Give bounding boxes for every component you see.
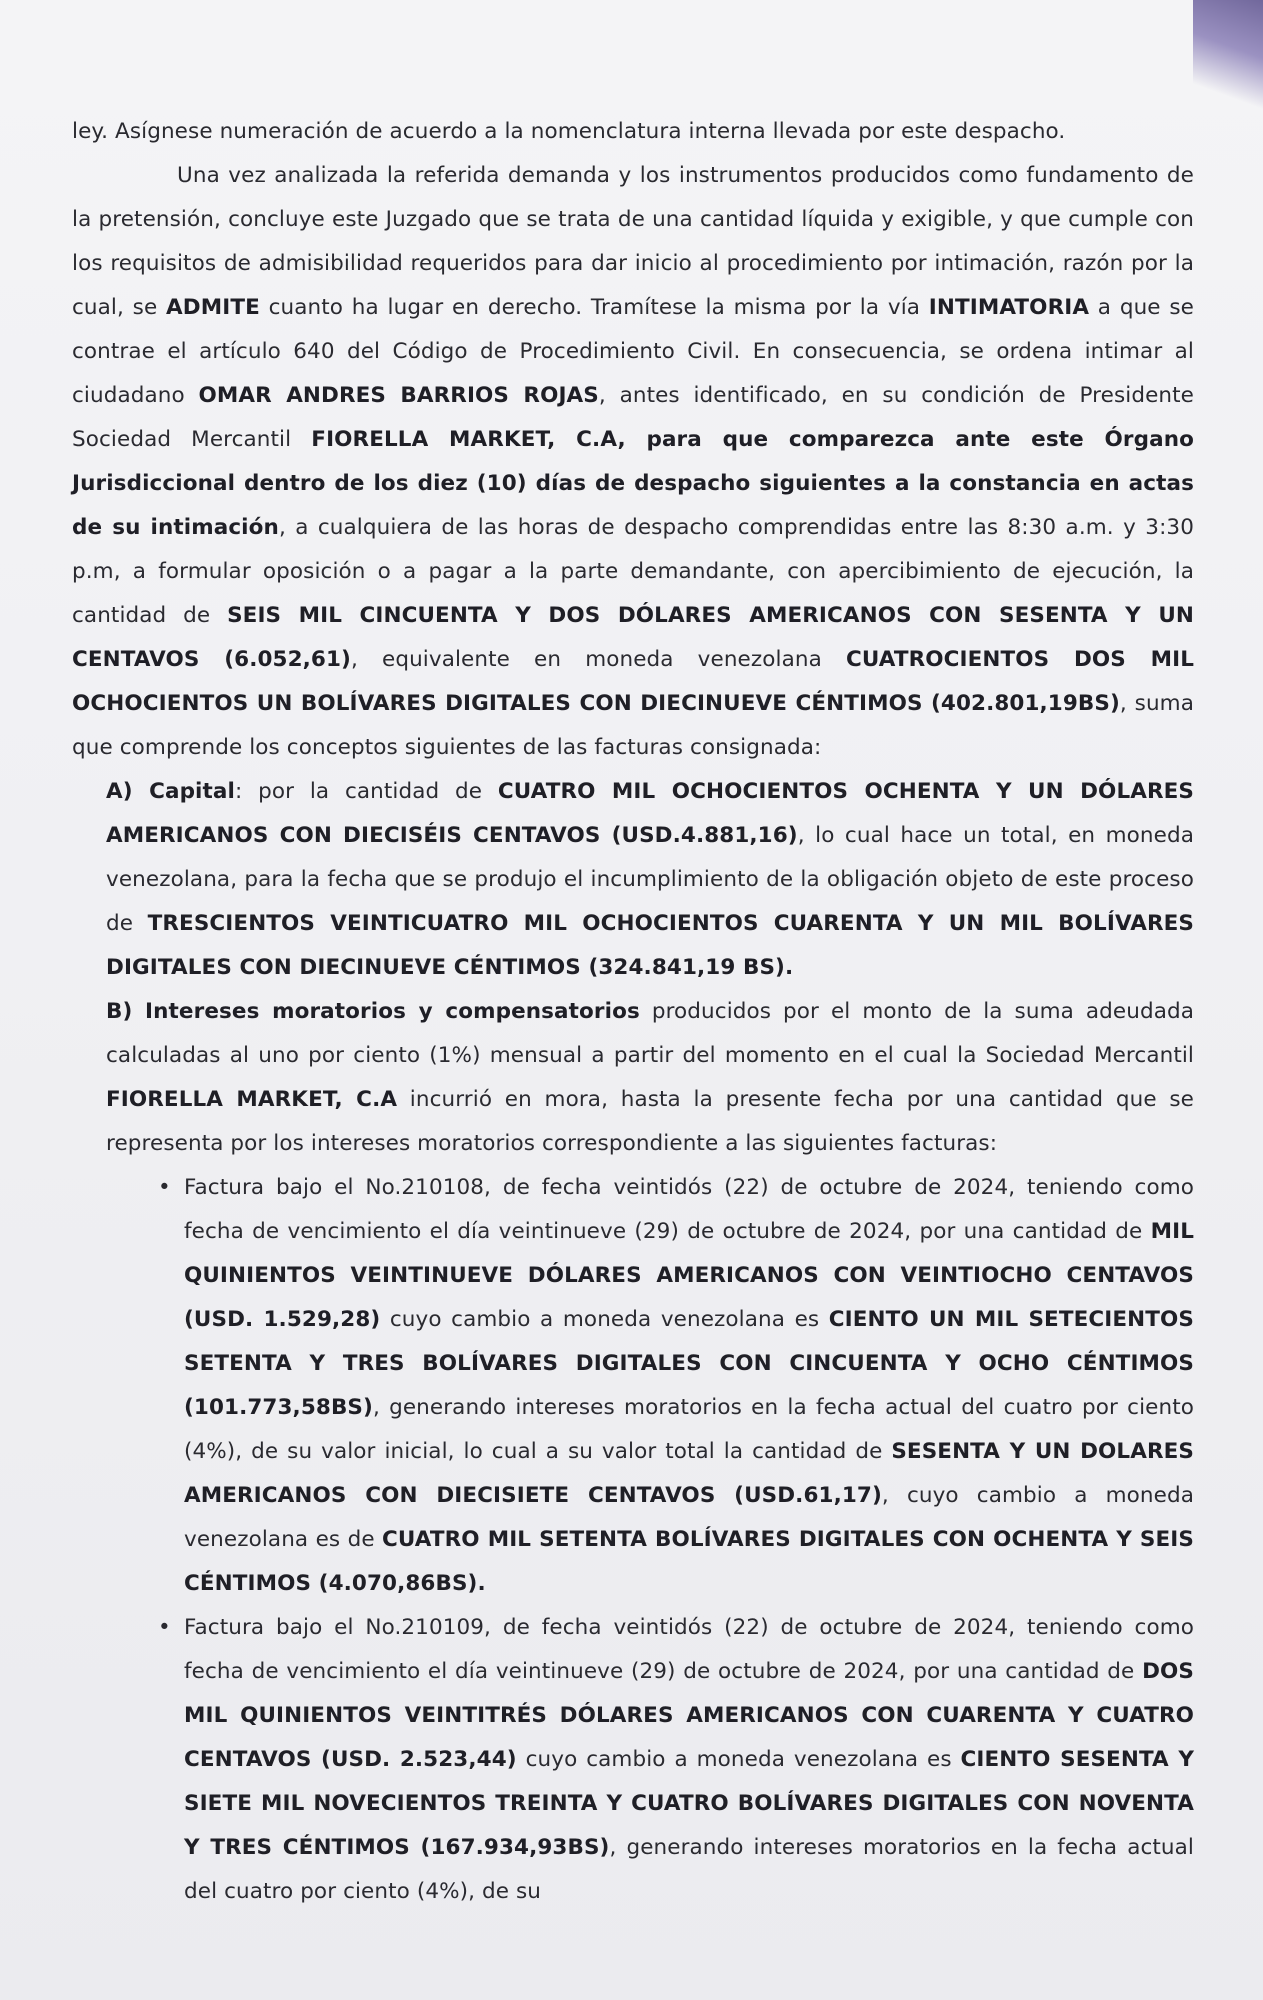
text-run: incurrió en mora, hasta la presente fecha por una cantidad que se representa por los intereses moratorios correspondiente a las siguientes facturas: [106,1087,1194,1156]
page-corner-shadow [1193,0,1263,120]
text-run: Una vez analizada la referida demanda y los instrumentos producidos como fundamento de la pretensión, concluye este Juzgado que se trata de una cantidad líquida y exigible, y que cumple con los requisitos de admisibilidad requeridos para dar inicio al procedimiento por intimación, razón por la cual, se [72,163,1194,320]
bold-text-run: CIENTO SESENTA Y SIETE MIL NOVECIENTOS TREINTA Y CUATRO BOLÍVARES DIGITALES CON NOVENTA Y TRES CÉNTIMOS (167.934,93BS) [184,1747,1195,1860]
text-run: cuyo cambio a moneda venezolana es [516,1747,961,1772]
invoice-text [184,1175,1194,1596]
paragraph-interests [106,990,1194,1166]
bold-text-run: FIORELLA MARKET, C.A, para que comparezca ante este Órgano Jurisdiccional dentro de los diez (10) días de despacho siguientes a la constancia en actas de su intimación [72,427,1194,540]
paragraph-capital [106,770,1194,990]
bold-text-run: MIL QUINIENTOS VEINTINUEVE DÓLARES AMERICANOS CON VEINTIOCHO CENTAVOS (USD. 1.529,28) [184,1219,1194,1332]
text-run: , generando intereses moratorios en la fecha actual del cuatro por ciento (4%), de su [184,1835,1195,1904]
text-run: , equivalente en moneda venezolana [350,647,846,672]
invoice-item-210109 [158,1606,1195,1914]
bold-text-run: A) Capital [106,779,235,804]
paragraph-admission [72,154,1194,770]
bold-text-run: B) Intereses moratorios y compensatorios [106,999,640,1024]
document-body [72,110,1194,1914]
bold-text-run: CUATRO MIL SETENTA BOLÍVARES DIGITALES CON OCHENTA Y SEIS CÉNTIMOS (4.070,86BS). [184,1527,1194,1596]
bullet-icon: • [158,1175,171,1200]
text-run: Factura bajo el No.210108, de fecha veintidós (22) de octubre de 2024, teniendo como fecha de vencimiento el día veintinueve (29) de octubre de 2024, por una cantidad de [184,1175,1194,1244]
bold-text-run: TRESCIENTOS VEINTICUATRO MIL OCHOCIENTOS CUARENTA Y UN MIL BOLÍVARES DIGITALES CON DIECINUEVE CÉNTIMOS (324.841,19 BS). [106,911,1194,980]
paragraph-intro-end: ley. Asígnese numeración de acuerdo a la nomenclatura interna llevada por este despacho. [72,119,1066,144]
text-run: , lo cual hace un total, en moneda venezolana, para la fecha que se produjo el incumplimiento de la obligación objeto de este proceso de [106,823,1194,936]
bold-text-run: OMAR ANDRES BARRIOS ROJAS [198,383,599,408]
bold-text-run: DOS MIL QUINIENTOS VEINTITRÉS DÓLARES AMERICANOS CON CUARENTA Y CUATRO CENTAVOS (USD. 2.523,44) [184,1659,1194,1772]
invoice-text [184,1615,1194,1904]
text-run: , a cualquiera de las horas de despacho comprendidas entre las 8:30 a.m. y 3:30 p.m, a formular oposición o a pagar a la parte demandante, con apercibimiento de ejecución, la cantidad de [72,515,1194,628]
bold-text-run: CUATROCIENTOS DOS MIL OCHOCIENTOS UN BOLÍVARES DIGITALES CON DIECINUEVE CÉNTIMOS (402.801,19BS) [72,647,1195,716]
bold-text-run: SEIS MIL CINCUENTA Y DOS DÓLARES AMERICANOS CON SESENTA Y UN CENTAVOS (6.052,61) [72,603,1194,672]
text-run: producidos por el monto de la suma adeudada calculadas al uno por ciento (1%) mensual a partir del momento en el cual la Sociedad Mercantil [106,999,1194,1068]
bold-text-run: FIORELLA MARKET, C.A [106,1087,398,1112]
invoice-list [72,1166,1194,1914]
bold-text-run: CIENTO UN MIL SETECIENTOS SETENTA Y TRES BOLÍVARES DIGITALES CON CINCUENTA Y OCHO CÉNTIMOS (101.773,58BS) [184,1307,1194,1420]
bold-text-run: CUATRO MIL OCHOCIENTOS OCHENTA Y UN DÓLARES AMERICANOS CON DIECISÉIS CENTAVOS (USD.4.881,16) [106,779,1195,848]
text-run: , cuyo cambio a moneda venezolana es de [184,1483,1194,1552]
invoice-item-210108 [158,1166,1194,1606]
text-run: , generando intereses moratorios en la fecha actual del cuatro por ciento (4%), de su valor inicial, lo cual a su valor total la cantidad de [184,1395,1194,1464]
text-run: cuanto ha lugar en derecho. Tramítese la misma por la vía [259,295,929,320]
text-run: , antes identificado, en su condición de Presidente Sociedad Mercantil [72,383,1194,452]
bold-text-run: ADMITE [166,295,260,320]
text-run: : por la cantidad de [235,779,498,804]
bold-text-run: SESENTA Y UN DOLARES AMERICANOS CON DIECISIETE CENTAVOS (USD.61,17) [184,1439,1194,1508]
text-run: cuyo cambio a moneda venezolana es [380,1307,829,1332]
bold-text-run: INTIMATORIA [928,295,1090,320]
bullet-icon: • [158,1615,171,1640]
text-run: Factura bajo el No.210109, de fecha veintidós (22) de octubre de 2024, teniendo como fecha de vencimiento el día veintinueve (29) de octubre de 2024, por una cantidad de [184,1615,1194,1684]
text-run: , suma que comprende los conceptos siguientes de las facturas consignada: [72,691,1194,760]
text-run: a que se contrae el artículo 640 del Código de Procedimiento Civil. En consecuencia, se ordena intimar al ciudadano [72,295,1194,408]
